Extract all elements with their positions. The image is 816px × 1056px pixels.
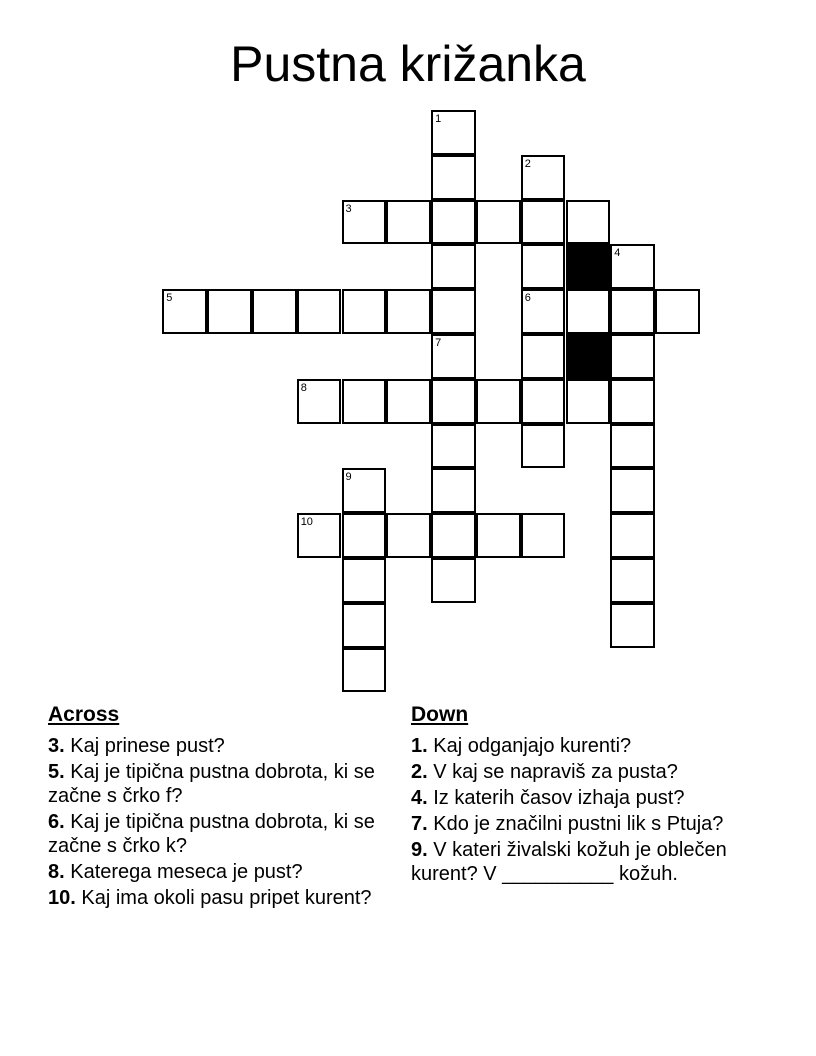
across-clue [48, 734, 378, 758]
clue-number: 6. [48, 811, 65, 833]
clue-number: 9. [411, 839, 428, 861]
clue-text: Kaj je tipična pustna dobrota, ki se začne s črko k? [48, 811, 375, 857]
clue-number: 2. [411, 761, 428, 783]
grid-cell[interactable] [566, 379, 611, 424]
grid-cell[interactable] [476, 379, 521, 424]
clue-number: 5 [166, 292, 173, 305]
clue-number: 3 [345, 202, 352, 215]
clue-text: Katerega meseca je pust? [70, 861, 303, 883]
grid-cell[interactable] [431, 244, 476, 289]
down-clue [411, 838, 741, 886]
grid-cell[interactable] [610, 289, 655, 334]
grid-cell[interactable] [431, 289, 476, 334]
grid-cell[interactable] [610, 379, 655, 424]
grid-cell[interactable] [342, 648, 387, 693]
across-clues [48, 702, 378, 912]
clue-text: Kaj prinese pust? [70, 735, 225, 757]
grid-cell[interactable] [207, 289, 252, 334]
grid-cell[interactable] [342, 468, 387, 513]
grid-cell[interactable] [297, 379, 342, 424]
grid-cell[interactable] [386, 200, 431, 245]
grid-cell[interactable] [566, 200, 611, 245]
clue-text: Kaj je tipična pustna dobrota, ki se začne s črko f? [48, 761, 375, 807]
clue-number: 5. [48, 761, 65, 783]
clue-number: 6 [524, 292, 531, 305]
grid-cell[interactable] [431, 513, 476, 558]
grid-cell[interactable] [610, 468, 655, 513]
grid-cell[interactable] [342, 558, 387, 603]
down-clue-list [411, 734, 741, 886]
grid-cell[interactable] [521, 424, 566, 469]
grid-cell[interactable] [342, 379, 387, 424]
across-clue [48, 886, 378, 910]
page-title: Pustna križanka [230, 36, 586, 92]
clue-text: Kaj ima okoli pasu pripet kurent? [81, 887, 372, 909]
grid-cell[interactable] [252, 289, 297, 334]
grid-cell[interactable] [521, 379, 566, 424]
grid-cell[interactable] [342, 513, 387, 558]
grid-cell[interactable] [386, 513, 431, 558]
grid-cell[interactable] [431, 424, 476, 469]
grid-cell[interactable] [342, 603, 387, 648]
grid-cell[interactable] [431, 110, 476, 155]
grid-cell[interactable] [431, 379, 476, 424]
clue-text: V kateri živalski kožuh je oblečen kurent? V __________ kožuh. [411, 839, 727, 885]
across-clue [48, 860, 378, 884]
clue-number: 10. [48, 887, 76, 909]
grid-cell[interactable] [610, 603, 655, 648]
grid-cell[interactable] [342, 200, 387, 245]
clue-text: Kaj odganjajo kurenti? [433, 735, 632, 757]
grid-cell[interactable] [610, 244, 655, 289]
down-clue [411, 734, 741, 758]
grid-cell[interactable] [521, 155, 566, 200]
grid-cell[interactable] [297, 289, 342, 334]
grid-cell[interactable] [431, 468, 476, 513]
across-clue [48, 760, 378, 808]
clue-number: 4 [614, 247, 621, 260]
grid-cell[interactable] [610, 513, 655, 558]
clue-number: 1 [435, 113, 442, 125]
grid-cell[interactable] [476, 200, 521, 245]
grid-cell[interactable] [655, 289, 700, 334]
clue-number: 9 [345, 471, 352, 484]
clue-number: 7 [435, 337, 442, 349]
clue-text: Iz katerih časov izhaja pust? [433, 787, 685, 809]
across-clue-list [48, 734, 378, 910]
clue-number: 1. [411, 735, 428, 757]
clue-number: 7. [411, 813, 428, 835]
grid-cell[interactable] [431, 558, 476, 603]
clue-text: Kdo je značilni pustni lik s Ptuja? [433, 813, 724, 835]
grid-cell[interactable] [386, 289, 431, 334]
across-clue [48, 810, 378, 858]
grid-cell[interactable] [162, 289, 207, 334]
grid-cell[interactable] [521, 200, 566, 245]
grid-cell[interactable] [566, 289, 611, 334]
grid-cell[interactable] [431, 334, 476, 379]
grid-cell[interactable] [610, 424, 655, 469]
clue-text: V kaj se napraviš za pusta? [433, 761, 678, 783]
clue-number: 4. [411, 787, 428, 809]
grid-cell[interactable] [431, 200, 476, 245]
clue-number: 2 [524, 157, 531, 170]
grid-cell[interactable] [610, 558, 655, 603]
clue-number: 3. [48, 735, 65, 757]
grid-cell[interactable] [521, 513, 566, 558]
down-heading: Down [411, 703, 469, 726]
down-clue [411, 786, 741, 810]
clue-number: 10 [300, 516, 313, 529]
black-cell [566, 334, 611, 379]
grid-cell[interactable] [521, 244, 566, 289]
across-heading: Across [48, 703, 120, 726]
grid-cell[interactable] [610, 334, 655, 379]
grid-cell[interactable] [476, 513, 521, 558]
clue-number: 8 [300, 381, 307, 394]
down-clue [411, 812, 741, 836]
grid-cell[interactable] [431, 155, 476, 200]
grid-cell[interactable] [342, 289, 387, 334]
black-cell [566, 244, 611, 289]
down-clue [411, 760, 741, 784]
grid-cell[interactable] [297, 513, 342, 558]
grid-cell[interactable] [386, 379, 431, 424]
down-clues [411, 702, 741, 888]
clue-number: 8. [48, 861, 65, 883]
grid-cell[interactable] [521, 334, 566, 379]
grid-cell[interactable] [521, 289, 566, 334]
